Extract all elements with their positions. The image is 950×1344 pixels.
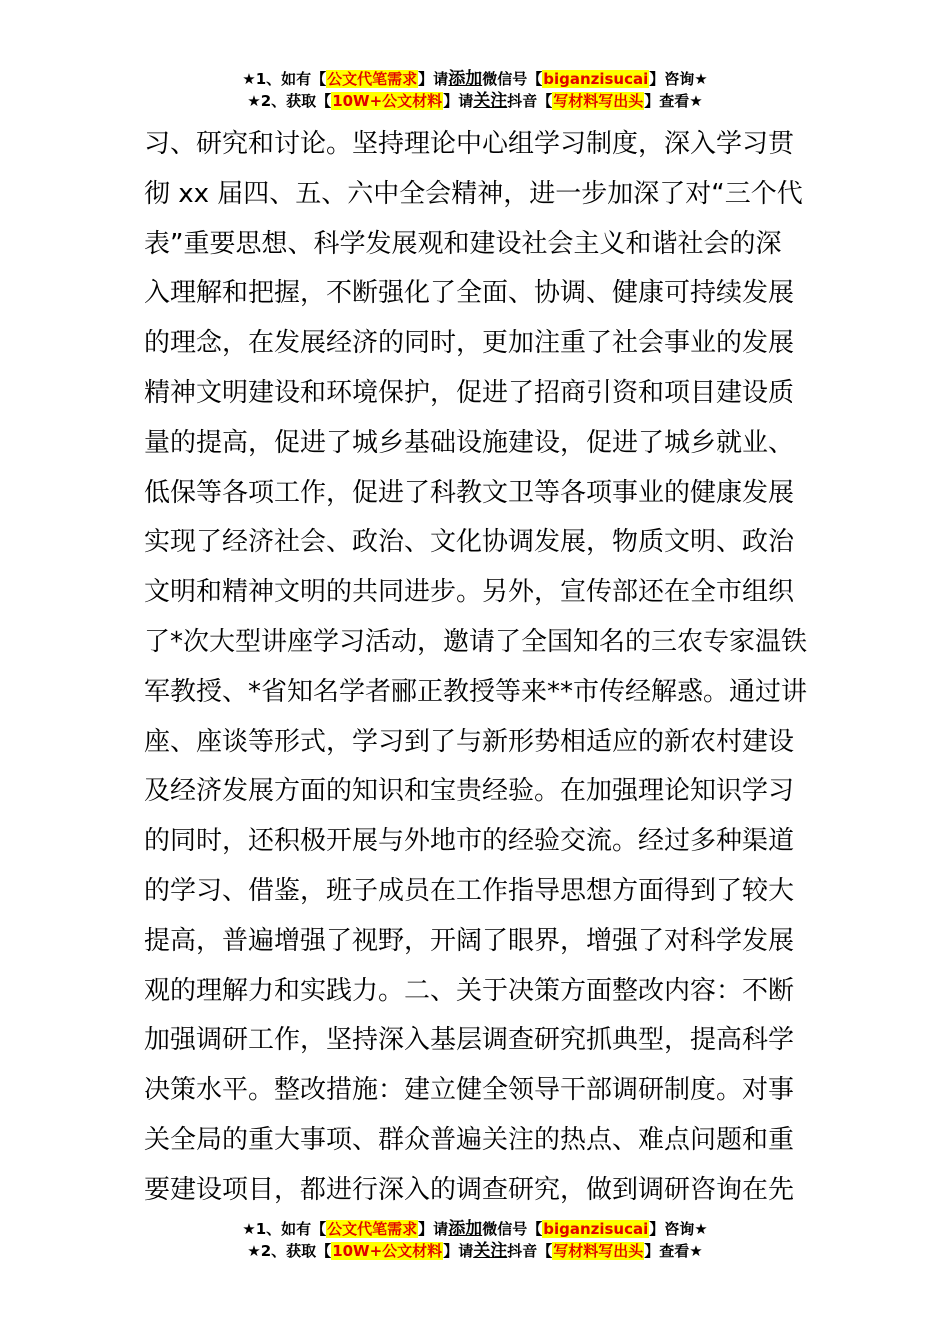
banner-emphasis: 关注 [473,91,508,111]
body-line: 彻 xx 届四、五、六中全会精神，进一步加深了对“三个代 [144,178,803,209]
banner-line-1 [0,1218,950,1240]
banner-line-2 [0,90,950,112]
body-line: 入理解和把握，不断强化了全面、协调、健康可持续发展 [144,278,795,309]
document-body [144,120,808,1216]
banner-text: 微信号【 [482,70,543,88]
banner-emphasis: 添加 [448,1219,483,1239]
body-line: 的学习、借鉴，班子成员在工作指导思想方面得到了较大 [144,875,795,906]
banner-text: ★1、如有【 [242,70,327,88]
highlight-service: 公文代笔需求 [327,70,418,88]
banner-text: 】咨询★ [649,1220,708,1238]
highlight-douyin-account: 写材料写出头 [553,92,644,110]
header-banner [0,68,950,112]
body-line: 要建设项目，都进行深入的调查研究，做到调研咨询在先 [144,1174,795,1205]
banner-text: 】咨询★ [649,70,708,88]
highlight-materials: 10W+公文材料 [332,92,443,110]
banner-emphasis: 添加 [448,69,483,89]
body-line: 提高，普遍增强了视野，开阔了眼界，增强了对科学发展 [144,925,795,956]
highlight-douyin-account: 写材料写出头 [553,1242,644,1260]
body-line: 了*次大型讲座学习活动，邀请了全国知名的三农专家温铁 [144,626,808,657]
banner-text: 】请 [443,1242,474,1260]
body-line: 实现了经济社会、政治、文化协调发展，物质文明、政治 [144,527,795,558]
highlight-materials: 10W+公文材料 [332,1242,443,1260]
footer-banner [0,1218,950,1262]
banner-text: 微信号【 [482,1220,543,1238]
highlight-service: 公文代笔需求 [327,1220,418,1238]
banner-text: 】请 [418,70,449,88]
body-line: 关全局的重大事项、群众普遍关注的热点、难点问题和重 [144,1124,795,1155]
body-line: 精神文明建设和环境保护，促进了招商引资和项目建设质 [144,377,795,408]
body-line: 决策水平。整改措施：建立健全领导干部调研制度。对事 [144,1075,795,1106]
banner-text: 抖音【 [507,1242,553,1260]
banner-text: ★1、如有【 [242,1220,327,1238]
banner-line-2 [0,1240,950,1262]
body-line: 低保等各项工作，促进了科教文卫等各项事业的健康发展 [144,477,795,508]
body-line: 表”重要思想、科学发展观和建设社会主义和谐社会的深 [144,228,782,259]
highlight-wechat-id: biganzisucai [543,70,649,88]
body-line: 及经济发展方面的知识和宝贵经验。在加强理论知识学习 [144,776,795,807]
body-line: 文明和精神文明的共同进步。另外，宣传部还在全市组织 [144,577,795,608]
banner-text: 】查看★ [644,92,703,110]
body-line: 习、研究和讨论。坚持理论中心组学习制度，深入学习贯 [144,129,795,159]
body-line: 军教授、*省知名学者郦正教授等来**市传经解惑。通过讲 [144,676,808,707]
banner-text: ★2、获取【 [247,92,332,110]
banner-text: 】请 [443,92,474,110]
banner-text: ★2、获取【 [247,1242,332,1260]
banner-text: 抖音【 [507,92,553,110]
body-line: 加强调研工作，坚持深入基层调查研究抓典型，提高科学 [144,1025,795,1056]
body-line: 的理念，在发展经济的同时，更加注重了社会事业的发展 [144,328,795,359]
banner-text: 】查看★ [644,1242,703,1260]
body-line: 的同时，还积极开展与外地市的经验交流。经过多种渠道 [144,826,795,857]
body-line: 量的提高，促进了城乡基础设施建设，促进了城乡就业、 [144,427,795,458]
body-line: 座、座谈等形式，学习到了与新形势相适应的新农村建设 [144,726,795,757]
body-line: 观的理解力和实践力。二、关于决策方面整改内容：不断 [144,975,795,1006]
banner-emphasis: 关注 [473,1241,508,1261]
banner-text: 】请 [418,1220,449,1238]
banner-line-1 [0,68,950,90]
highlight-wechat-id: biganzisucai [543,1220,649,1238]
